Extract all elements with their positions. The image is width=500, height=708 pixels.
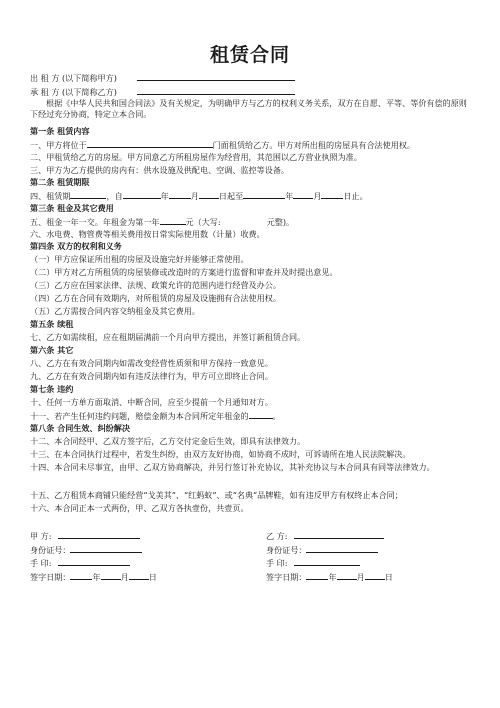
lessor-blank bbox=[137, 72, 295, 81]
party-b-id-label: 身份证号： bbox=[266, 545, 307, 555]
penalty-blank bbox=[249, 410, 273, 419]
party-a-id-label: 身份证号： bbox=[30, 545, 71, 555]
party-b-id-blank bbox=[306, 544, 378, 553]
end-day-blank bbox=[321, 190, 343, 199]
party-b-month-blank bbox=[337, 571, 357, 580]
section-6-heading: 第六条 其它 bbox=[30, 345, 74, 355]
page-title: 租赁合同 bbox=[209, 44, 290, 66]
clause-12: 十二、本合同经甲、乙双方签字后，乙方交付定金后生效，即具有法律效力。 bbox=[30, 436, 306, 446]
start-month-blank bbox=[169, 190, 191, 199]
right-4: （四）乙方在合同有效期内，对所租赁的房屋及设施拥有合法使用权。 bbox=[30, 293, 281, 303]
term-blank bbox=[70, 190, 106, 199]
party-a-id-blank bbox=[70, 544, 142, 553]
party-a-day-blank bbox=[129, 571, 149, 580]
party-b-label: 乙 方: bbox=[266, 531, 288, 541]
section-1-heading: 第一条 租赁内容 bbox=[30, 126, 90, 136]
clause-16: 十六、本合同正本一式两份，甲、乙双方各执壹份，共壹页。 bbox=[30, 503, 249, 513]
clause-15: 十五、乙方租赁本商铺只能经营“戈美其”、“红蚂蚁”、或“名典”品牌鞋，如有违反甲方有权终止本合同； bbox=[30, 490, 403, 500]
party-a-seal-label: 手 印: bbox=[30, 558, 52, 568]
lessor-label: 出 租 方 (以下简称甲方) bbox=[30, 73, 117, 83]
lessee-line bbox=[30, 86, 475, 98]
rent-words-end: 元整)。 bbox=[266, 217, 295, 227]
clause-1-text-b: 门面租赁给乙方。甲方对所出租的房屋具有合法使用权。 bbox=[212, 140, 416, 150]
clause-6: 六、水电费、物管费等相关费用按日常实际使用数（计量）收费。 bbox=[30, 229, 265, 239]
party-a-date-label: 签字日期： bbox=[30, 572, 71, 582]
party-b-date-line bbox=[266, 571, 393, 583]
section-8-heading: 第八条 合同生效、纠纷解决 bbox=[30, 423, 130, 433]
term-to: 日起至 bbox=[218, 191, 244, 201]
right-1: （一）甲方应保证所出租的房屋及设施完好并能够正常使用。 bbox=[30, 254, 249, 264]
party-a-year-label: 年 bbox=[92, 572, 101, 582]
clause-1 bbox=[30, 139, 475, 151]
party-b-blank bbox=[294, 530, 384, 539]
party-b-month-label: 月 bbox=[356, 572, 365, 582]
end-day-label: 日止。 bbox=[343, 191, 368, 201]
party-b-day-blank bbox=[365, 571, 385, 580]
clause-8: 八、乙方在有效合同期内如需改变经营性质须和甲方保持一致意见。 bbox=[30, 358, 273, 368]
clause-9: 九、乙方在有效合同期内如有违反法律行为，甲方可立即终止合同。 bbox=[30, 371, 273, 381]
rent-amount-blank bbox=[160, 216, 186, 225]
section-2-heading: 第二条 租赁期限 bbox=[30, 177, 90, 187]
party-b-seal-line bbox=[266, 557, 360, 569]
party-b-id-line bbox=[266, 544, 378, 556]
section-5-heading: 第五条 续租 bbox=[30, 319, 74, 329]
clause-7: 七、乙方如需续租，应在租期届满前一个月向甲方提出，并签订新租赁合同。 bbox=[30, 332, 306, 342]
lessee-blank bbox=[137, 86, 295, 95]
term-from: ，自 bbox=[106, 191, 123, 201]
party-a-year-blank bbox=[70, 571, 92, 580]
lessor-line bbox=[30, 72, 475, 84]
section-7-heading: 第七条 违约 bbox=[30, 384, 74, 394]
party-b-year-blank bbox=[306, 571, 328, 580]
party-a-line bbox=[30, 530, 140, 542]
start-day-blank bbox=[199, 190, 219, 199]
clause-3: 三、甲方为乙方提供的房内有：供水设施及供配电、空调、监控等设备。 bbox=[30, 165, 290, 175]
party-a-blank bbox=[58, 530, 140, 539]
right-2: （二）甲方对乙方所租赁的房屋装修或改造时的方案进行监督和审查并及时提出意见。 bbox=[30, 267, 338, 277]
section-3-heading: 第三条 租金及其它费用 bbox=[30, 203, 114, 213]
party-a-day-label: 日 bbox=[148, 572, 157, 582]
clause-13: 十三、在本合同执行过程中，若发生纠纷，由双方友好协商，如协商不成时，可诉请所在地人民法院解决。 bbox=[30, 449, 411, 459]
party-a-id-line bbox=[30, 544, 142, 556]
clause-4 bbox=[30, 190, 475, 202]
section-4-heading: 第四条 双方的权利和义务 bbox=[30, 241, 122, 251]
end-year-blank bbox=[243, 190, 285, 199]
right-3: （三）乙方应在国家法律、法规、政策允许的范围内进行经营及办公。 bbox=[30, 280, 281, 290]
party-b-seal-label: 手 印: bbox=[266, 558, 288, 568]
clause-2: 二、甲租赁给乙方的房屋。甲方同意乙方所租房屋作为经营用，其范围以乙方营业执照为准。 bbox=[30, 152, 362, 162]
lessee-label: 承 租 方 (以下简称乙方) bbox=[30, 87, 117, 97]
start-month-label: 月 bbox=[190, 191, 199, 201]
end-month-label: 月 bbox=[313, 191, 322, 201]
right-5: （五）乙方需按合同内容交纳租金及其它费用。 bbox=[30, 306, 200, 316]
term-label: 四、租赁期 bbox=[30, 191, 71, 201]
end-year-label: 年 bbox=[285, 191, 294, 201]
clause-14: 十四、本合同未尽事宜，由甲、乙双方协商解决，并另行签订补充协议，其补充协议与本合同具有同等法律效力。 bbox=[30, 462, 435, 472]
start-year-blank bbox=[123, 190, 161, 199]
party-b-date-label: 签字日期： bbox=[266, 572, 307, 582]
party-a-seal-blank bbox=[58, 557, 130, 566]
start-year-label: 年 bbox=[160, 191, 169, 201]
party-a-label: 甲 方: bbox=[30, 531, 52, 541]
party-a-month-label: 月 bbox=[120, 572, 129, 582]
end-month-blank bbox=[293, 190, 313, 199]
clause-10: 十、任何一方单方面取消、中断合同，应至少提前一个月通知对方。 bbox=[30, 397, 273, 407]
clause-5 bbox=[30, 216, 475, 228]
party-b-year-label: 年 bbox=[328, 572, 337, 582]
party-a-month-blank bbox=[101, 571, 121, 580]
clause-11-end: 。 bbox=[272, 411, 281, 421]
party-b-seal-blank bbox=[294, 557, 360, 566]
clause-1-text-a: 一、甲方将位于 bbox=[30, 140, 87, 150]
clause-11 bbox=[30, 410, 475, 422]
preamble: 根据《中华人民共和国合同法》及有关规定，为明确甲方与乙方的权利义务关系，双方在自愿、平等、等价有偿的原则下经过充分协商，特定立本合同。 bbox=[30, 98, 467, 119]
rent-label: 五、租金一年一交。年租金为第一年 bbox=[30, 217, 160, 227]
rent-words-label: 元（大写: bbox=[185, 217, 221, 227]
party-a-seal-line bbox=[30, 557, 130, 569]
location-blank bbox=[87, 139, 213, 148]
party-b-line bbox=[266, 530, 384, 542]
party-b-day-label: 日 bbox=[384, 572, 393, 582]
clause-11-text: 十一、若产生任何违约问题，赔偿金额为本合同所定年租金的 bbox=[30, 411, 249, 421]
party-a-date-line bbox=[30, 571, 157, 583]
